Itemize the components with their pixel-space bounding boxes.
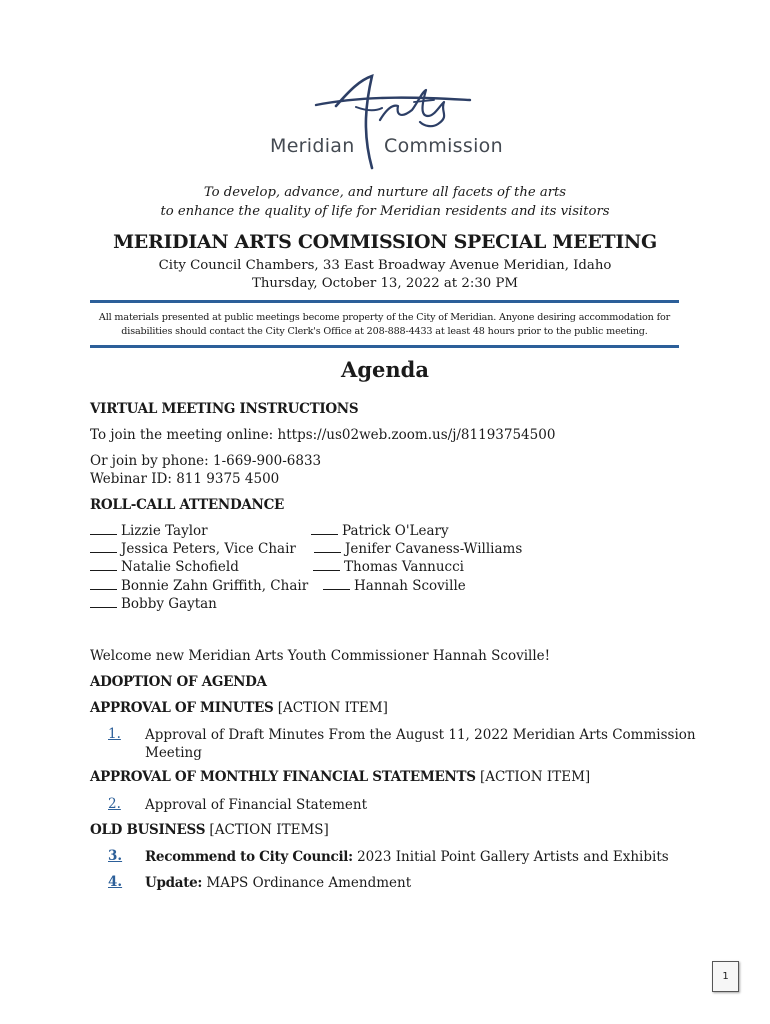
notice-line-2: disabilities should contact the City Clerk's Office at 208-888-4433 at least 48 hours prior to the public meeting.	[121, 326, 648, 337]
meeting-location: City Council Chambers, 33 East Broadway Avenue Meridian, Idaho	[158, 258, 612, 273]
virtual-heading: VIRTUAL MEETING INSTRUCTIONS	[90, 401, 359, 417]
member-name: Thomas Vannucci	[344, 559, 464, 575]
member-name: Jessica Peters, Vice Chair	[121, 541, 296, 557]
page-number-badge: 1	[712, 961, 739, 992]
roll-call-entry	[90, 578, 308, 594]
roll-call-entry	[90, 596, 217, 612]
item-text: MAPS Ordinance Amendment	[202, 875, 412, 891]
item-number-link[interactable]: 1.	[108, 726, 121, 742]
financial-heading: APPROVAL OF MONTHLY FINANCIAL STATEMENTS	[90, 769, 476, 785]
attendance-blank	[90, 560, 117, 571]
attendance-blank	[90, 542, 117, 553]
attendance-blank	[311, 524, 338, 535]
member-name: Lizzie Taylor	[121, 523, 208, 539]
old-business-tag: [ACTION ITEMS]	[205, 822, 329, 838]
minutes-tag: [ACTION ITEM]	[273, 700, 388, 716]
roll-call-entry	[323, 578, 466, 594]
roll-call-entry	[313, 559, 464, 575]
roll-call-entry	[90, 523, 208, 539]
item-text: 2023 Initial Point Gallery Artists and Exhibits	[352, 849, 669, 865]
minutes-heading: APPROVAL OF MINUTES	[90, 700, 274, 716]
attendance-blank	[314, 542, 341, 553]
item-lead: Update:	[145, 875, 203, 891]
attendance-blank	[90, 597, 117, 608]
attendance-blank	[313, 560, 340, 571]
old-business-heading-line	[90, 822, 329, 838]
page-title: MERIDIAN ARTS COMMISSION SPECIAL MEETING	[113, 231, 657, 253]
old-business-heading: OLD BUSINESS	[90, 822, 206, 838]
agenda-item	[145, 848, 669, 866]
agenda-item	[145, 874, 411, 892]
member-name: Natalie Schofield	[121, 559, 239, 575]
member-name: Bobby Gaytan	[121, 596, 217, 612]
item-number-link[interactable]: 3.	[108, 848, 123, 864]
roll-call-entry	[314, 541, 522, 557]
accommodation-notice	[90, 311, 679, 339]
tagline-line-2: to enhance the quality of life for Meridian residents and its visitors	[160, 204, 610, 219]
attendance-blank	[90, 579, 117, 590]
phone-text: Or join by phone: 1-669-900-6833	[90, 453, 322, 469]
roll-call-entry	[90, 541, 296, 557]
item-number-link[interactable]: 2.	[108, 796, 121, 812]
minutes-heading-line	[90, 700, 388, 716]
meeting-datetime: Thursday, October 13, 2022 at 2:30 PM	[251, 276, 519, 291]
roll-call-entry	[90, 559, 239, 575]
webinar-id: Webinar ID: 811 9375 4500	[90, 471, 280, 487]
logo-right-word: Commission	[384, 135, 503, 157]
item-lead: Recommend to City Council:	[145, 849, 353, 865]
meridian-arts-commission-logo	[262, 72, 507, 174]
bottom-divider	[90, 345, 679, 348]
top-divider	[90, 300, 679, 303]
member-name: Hannah Scoville	[354, 578, 466, 594]
tagline-line-1: To develop, advance, and nurture all facets of the arts	[203, 185, 567, 200]
attendance-blank	[90, 524, 117, 535]
item-number-link[interactable]: 4.	[108, 874, 123, 890]
agenda-heading: Agenda	[341, 357, 429, 382]
roll-call-entry	[311, 523, 449, 539]
financial-heading-line	[90, 769, 590, 785]
notice-line-1: All materials presented at public meetings become property of the City of Meridian. Anyone desiring accommodation for	[98, 312, 671, 323]
welcome-text: Welcome new Meridian Arts Youth Commissioner Hannah Scoville!	[90, 648, 551, 664]
logo-left-word: Meridian	[270, 135, 355, 157]
item-text-line-1: Approval of Draft Minutes From the August 11, 2022 Meridian Arts Commission	[145, 727, 696, 743]
agenda-item: Approval of Financial Statement	[145, 797, 368, 813]
member-name: Bonnie Zahn Griffith, Chair	[121, 578, 309, 594]
roll-call-heading: ROLL-CALL ATTENDANCE	[90, 497, 285, 513]
item-text-line-2: Meeting	[145, 745, 202, 761]
attendance-blank	[323, 579, 350, 590]
online-link-text: To join the meeting online: https://us02web.zoom.us/j/81193754500	[90, 427, 556, 443]
member-name: Patrick O'Leary	[342, 523, 449, 539]
member-name: Jenifer Cavaness-Williams	[345, 541, 523, 557]
adoption-heading: ADOPTION OF AGENDA	[90, 674, 267, 690]
agenda-item	[145, 726, 696, 762]
financial-tag: [ACTION ITEM]	[475, 769, 591, 785]
